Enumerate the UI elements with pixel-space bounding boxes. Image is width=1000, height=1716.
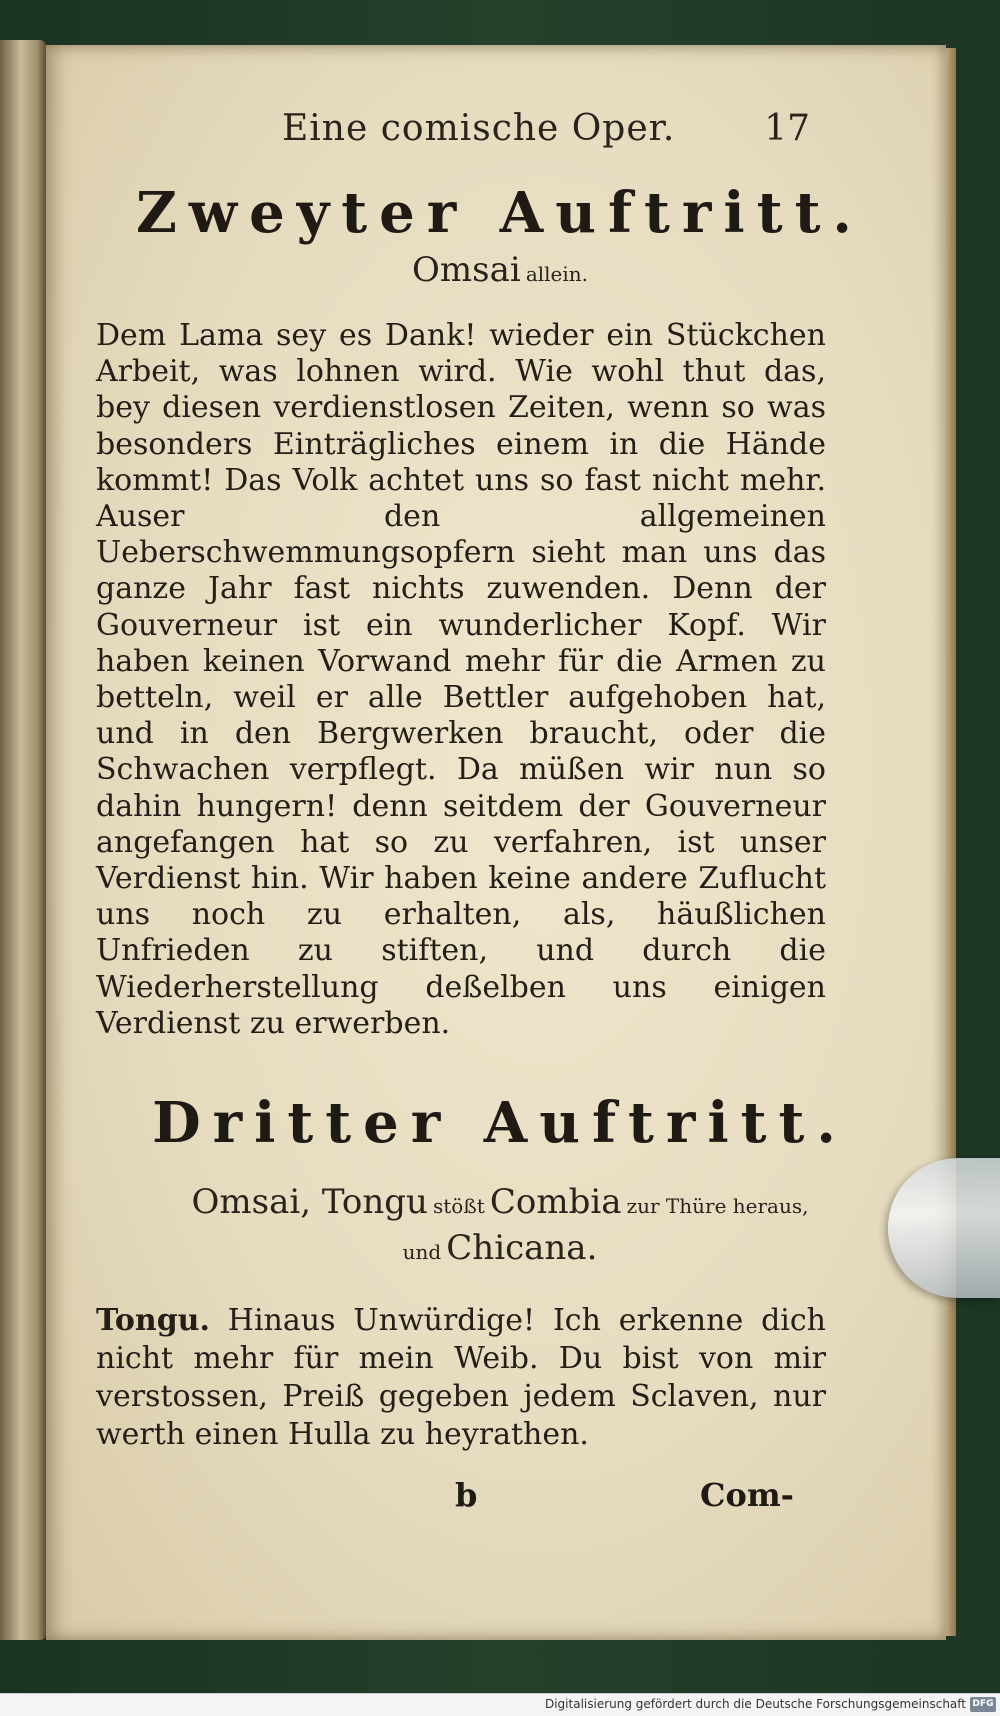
stage-note-direction: allein.: [525, 262, 588, 286]
scene-3-stage-note-line-2: [80, 1228, 920, 1268]
digitization-note: Digitalisierung gefördert durch die Deutsche Forschungsgemeinschaft: [544, 1697, 966, 1711]
page-fore-edge: [946, 48, 956, 1636]
stage-note-chicana: Chicana.: [446, 1228, 598, 1268]
scene-2-monologue: Dem Lama sey es Dank! wieder ein Stückchen Arbeit, was lohnen wird. Wie wohl thut das, bey diesen verdienstlosen Zeiten, wenn so was besonders Einträgliches einem in die Hände kommt! Das Volk achtet uns so fast nicht mehr. Auser den allgemeinen Ueberschwemmungsopfern sieht man uns das ganze Jahr fast nichts zuwenden. Denn der Gouverneur ist ein wunderlicher Kopf. Wir haben keinen Vorwand mehr für die Armen zu betteln, weil er alle Bettler aufgehoben hat, und in den Bergwerken braucht, oder die Schwachen verpflegt. Da müßen wir nun so dahin hungern! denn seitdem der Gouverneur angefangen hat so zu verfahren, ist unser Verdienst hin. Wir haben keine andere Zuflucht uns noch zu erhalten, als, häußlichen Unfrieden zu stiften, und durch die Wiederherstellung deßelben uns einigen Verdienst zu erwerben.: [96, 318, 826, 1041]
dialogue-text: Hinaus Unwürdige! Ich erkenne dich nicht mehr für mein Weib. Du bist von mir verstossen, Preiß gegeben jedem Sclaven, nur werth einen Hulla zu heyrathen.: [96, 1303, 826, 1452]
stage-note-direction: zur Thüre heraus,: [626, 1194, 809, 1218]
page-header: [230, 108, 810, 162]
scene-2-stage-note: [80, 250, 920, 290]
speaker-name: Tongu.: [96, 1303, 210, 1338]
scene-2-title: Zweyter Auftritt.: [136, 180, 864, 246]
running-head: Eine comische Oper.: [282, 108, 676, 149]
left-page-edge: [0, 40, 46, 1640]
stage-note-verb: stößt: [433, 1194, 485, 1218]
stage-note-name: Omsai: [412, 250, 521, 290]
signature-mark: b: [455, 1476, 478, 1514]
scene-3-dialogue: [96, 1302, 826, 1454]
page-number: 17: [764, 108, 810, 149]
scene-3-stage-note-line-1: [80, 1182, 920, 1222]
catchword: Com-: [700, 1476, 794, 1514]
scene-3-title: Dritter Auftritt.: [152, 1090, 848, 1156]
stage-note-conjunction: und: [402, 1240, 442, 1264]
dfg-logo-icon: DFG: [970, 1697, 996, 1712]
stage-note-combia: Combia: [489, 1182, 622, 1222]
stage-note-names: Omsai, Tongu: [191, 1182, 428, 1222]
digitization-footer: [0, 1693, 1000, 1716]
